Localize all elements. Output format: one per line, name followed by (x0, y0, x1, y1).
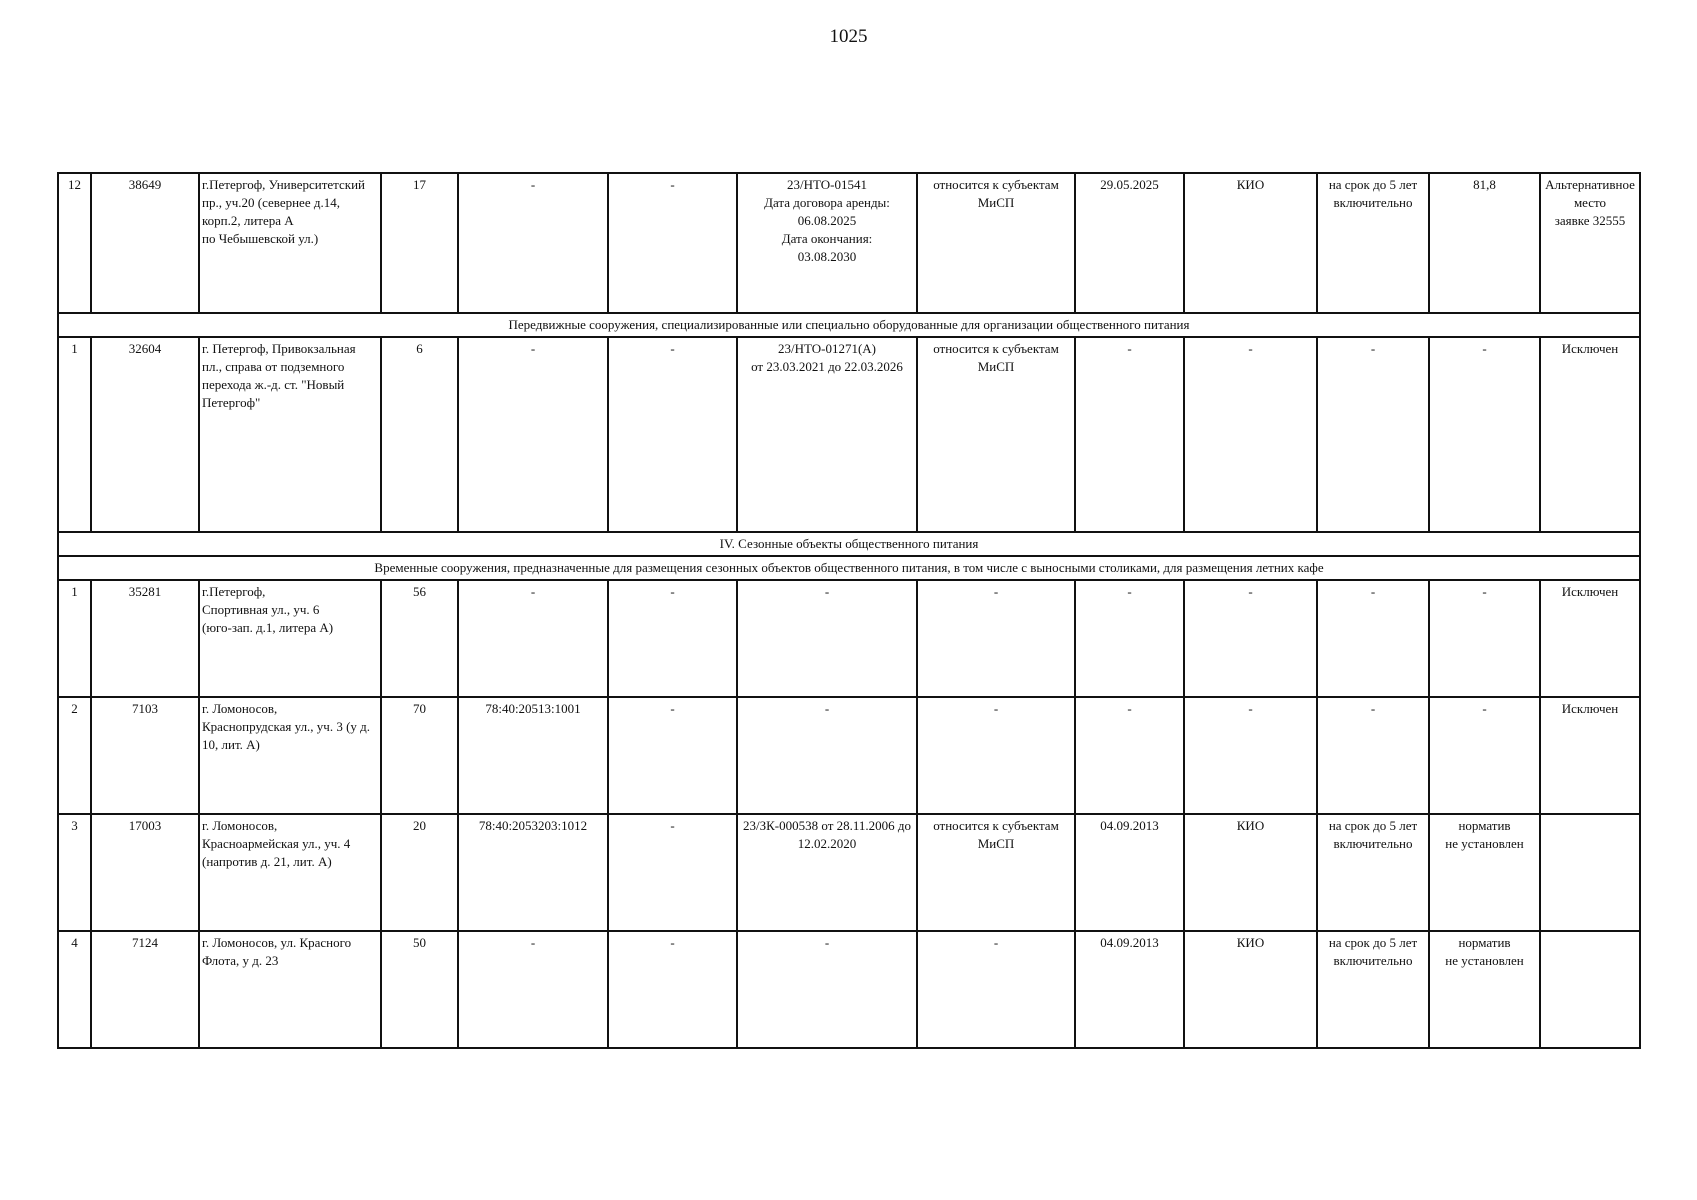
page-number: 1025 (829, 26, 868, 47)
cell-address: г. Ломоносов, ул. Красного Флота, у д. 23 (199, 931, 381, 1048)
cell-term: - (1317, 337, 1429, 532)
cell-smsp-status: - (917, 931, 1075, 1048)
cell-contract: - (737, 580, 917, 697)
cell-object-id: 17003 (91, 814, 199, 931)
cell-object-id: 7103 (91, 697, 199, 814)
cell-cadastral-number: - (458, 173, 608, 313)
cell-term: - (1317, 697, 1429, 814)
cell-cadastral-number: 78:40:2053203:1012 (458, 814, 608, 931)
section-heading-temporary: Временные сооружения, предназначенные для размещения сезонных объектов общественного питания, в том числе с выносными столиками, для размещения летних кафе (58, 556, 1640, 580)
cell-note (1540, 931, 1640, 1048)
cell-note: Исключен (1540, 697, 1640, 814)
cell-contract: 23/НТО-01541 Дата договора аренды: 06.08.2025 Дата окончания: 03.08.2030 (737, 173, 917, 313)
cell-norm: - (1429, 337, 1540, 532)
table-row (58, 814, 1640, 931)
cell-cadastral-number: - (458, 931, 608, 1048)
cell-organization: - (1184, 697, 1317, 814)
cell-row-number: 2 (58, 697, 91, 814)
cell-smsp-status: - (917, 580, 1075, 697)
cell-date: - (1075, 697, 1184, 814)
cell-row-number: 12 (58, 173, 91, 313)
cell-col5: - (608, 337, 737, 532)
cell-norm: норматив не установлен (1429, 931, 1540, 1048)
cell-contract: - (737, 931, 917, 1048)
cell-cadastral-number: 78:40:20513:1001 (458, 697, 608, 814)
cell-col5: - (608, 814, 737, 931)
cell-col5: - (608, 931, 737, 1048)
cell-note: Альтернативное место заявке 32555 (1540, 173, 1640, 313)
cell-contract: 23/НТО-01271(А) от 23.03.2021 до 22.03.2026 (737, 337, 917, 532)
cell-note (1540, 814, 1640, 931)
cell-cadastral-number: - (458, 337, 608, 532)
cell-term: на срок до 5 лет включительно (1317, 814, 1429, 931)
cell-date: - (1075, 337, 1184, 532)
cell-smsp-status: - (917, 697, 1075, 814)
table-row (58, 337, 1640, 532)
cell-smsp-status: относится к субъектам МиСП (917, 337, 1075, 532)
cell-object-id: 35281 (91, 580, 199, 697)
section-row (58, 556, 1640, 580)
cell-area: 56 (381, 580, 458, 697)
cell-address: г. Петергоф, Привокзальная пл., справа от подземного перехода ж.-д. ст. "Новый Петергоф" (199, 337, 381, 532)
cell-term: на срок до 5 лет включительно (1317, 931, 1429, 1048)
section-row (58, 532, 1640, 556)
cell-smsp-status: относится к субъектам МиСП (917, 814, 1075, 931)
table-row (58, 697, 1640, 814)
cell-col5: - (608, 697, 737, 814)
cell-date: 29.05.2025 (1075, 173, 1184, 313)
cell-area: 50 (381, 931, 458, 1048)
cell-contract: - (737, 697, 917, 814)
cell-norm: норматив не установлен (1429, 814, 1540, 931)
cell-area: 70 (381, 697, 458, 814)
cell-norm: 81,8 (1429, 173, 1540, 313)
cell-norm: - (1429, 697, 1540, 814)
cell-date: - (1075, 580, 1184, 697)
cell-organization: КИО (1184, 931, 1317, 1048)
cell-address: г.Петергоф, Спортивная ул., уч. 6 (юго-зап. д.1, литера А) (199, 580, 381, 697)
cell-address: г.Петергоф, Университетский пр., уч.20 (севернее д.14, корп.2, литера А по Чебышевской ул.) (199, 173, 381, 313)
cell-object-id: 38649 (91, 173, 199, 313)
registry-table (57, 172, 1641, 1049)
table-row (58, 580, 1640, 697)
cell-organization: КИО (1184, 173, 1317, 313)
cell-contract: 23/ЗК-000538 от 28.11.2006 до 12.02.2020 (737, 814, 917, 931)
cell-organization: - (1184, 580, 1317, 697)
cell-row-number: 1 (58, 580, 91, 697)
cell-row-number: 4 (58, 931, 91, 1048)
cell-cadastral-number: - (458, 580, 608, 697)
cell-object-id: 7124 (91, 931, 199, 1048)
cell-organization: КИО (1184, 814, 1317, 931)
cell-row-number: 3 (58, 814, 91, 931)
table-row (58, 931, 1640, 1048)
cell-note: Исключен (1540, 337, 1640, 532)
cell-note: Исключен (1540, 580, 1640, 697)
cell-organization: - (1184, 337, 1317, 532)
cell-address: г. Ломоносов, Красноармейская ул., уч. 4 (напротив д. 21, лит. А) (199, 814, 381, 931)
section-heading-iv: IV. Сезонные объекты общественного питания (58, 532, 1640, 556)
cell-date: 04.09.2013 (1075, 814, 1184, 931)
cell-term: - (1317, 580, 1429, 697)
section-heading-mobile: Передвижные сооружения, специализированные или специально оборудованные для организации общественного питания (58, 313, 1640, 337)
cell-area: 6 (381, 337, 458, 532)
cell-area: 20 (381, 814, 458, 931)
cell-col5: - (608, 580, 737, 697)
section-row (58, 313, 1640, 337)
cell-smsp-status: относится к субъектам МиСП (917, 173, 1075, 313)
cell-row-number: 1 (58, 337, 91, 532)
cell-address: г. Ломоносов, Краснопрудская ул., уч. 3 (у д. 10, лит. А) (199, 697, 381, 814)
cell-area: 17 (381, 173, 458, 313)
cell-term: на срок до 5 лет включительно (1317, 173, 1429, 313)
cell-object-id: 32604 (91, 337, 199, 532)
registry-table-body (58, 173, 1640, 1048)
cell-col5: - (608, 173, 737, 313)
cell-norm: - (1429, 580, 1540, 697)
cell-date: 04.09.2013 (1075, 931, 1184, 1048)
table-row (58, 173, 1640, 313)
